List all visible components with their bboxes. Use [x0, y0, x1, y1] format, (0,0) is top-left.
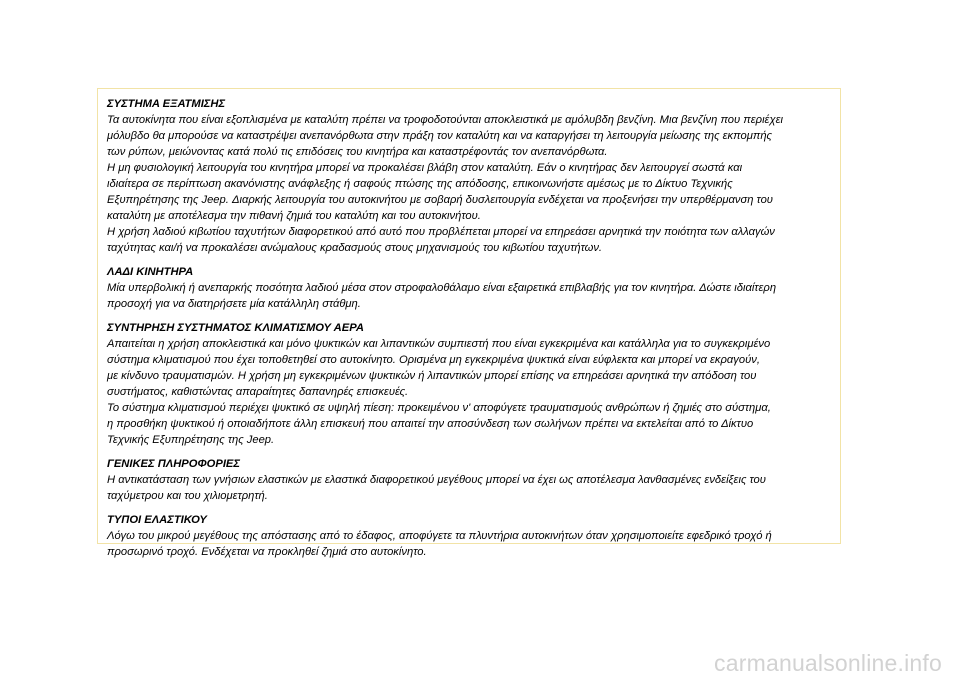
text-line: προσοχή για να διατηρήσετε μία κατάλληλη στάθμη.	[107, 298, 361, 310]
section-gap	[107, 312, 833, 320]
watermark-text: carmanualsonline.info	[714, 650, 942, 676]
text-line: ιδιαίτερα σε περίπτωση ακανόνιστης ανάφλεξης ή σαφούς πτώσης της απόδοσης, επικοινωνήστε αμέσως με το Δίκτυο Τεχνικής	[107, 178, 733, 190]
text-line: Η αντικατάσταση των γνήσιων ελαστικών με ελαστικά διαφορετικού μεγέθους μπορεί να έχει ως αποτέλεσμα λανθασμένες ενδείξεις του	[107, 474, 766, 486]
section-heading: ΣΥΝΤΗΡΗΣΗ ΣΥΣΤΗΜΑΤΟΣ ΚΛΙΜΑΤΙΣΜΟΥ ΑΕΡΑ	[107, 322, 364, 334]
section-1	[107, 264, 833, 312]
section-heading: ΣΥΣΤΗΜΑ ΕΞΑΤΜΙΣΗΣ	[107, 98, 226, 110]
text-line: προσωρινό τροχό. Ενδέχεται να προκληθεί ζημιά στο αυτοκίνητο.	[107, 546, 427, 558]
section-heading: ΛΑΔΙ ΚΙΝΗΤΗΡΑ	[107, 266, 194, 278]
section-heading: ΤΥΠΟΙ ΕΛΑΣΤΙΚΟΥ	[107, 514, 207, 526]
text-line: η προσθήκη ψυκτικού ή οποιαδήποτε άλλη επισκευή που απαιτεί την αποσύνδεση των σωλήνων πρέπει να εκτελείται από το Δίκτυο	[107, 418, 754, 430]
text-line: ταχύτητας και/ή να προκαλέσει ανώμαλους κραδασμούς στους μηχανισμούς του κιβωτίου ταχυτήτων.	[107, 242, 603, 254]
section-0	[107, 96, 833, 256]
text-line: συστήματος, καθιστώντας απαραίτητες δαπανηρές επισκευές.	[107, 386, 409, 398]
text-line: Η χρήση λαδιού κιβωτίου ταχυτήτων διαφορετικού από αυτό που προβλέπεται μπορεί να επηρεάσει αρνητικά την ποιότητα των αλλαγών	[107, 226, 775, 238]
section-3	[107, 456, 833, 504]
text-line: ταχύμετρου και του χιλιομετρητή.	[107, 490, 268, 502]
text-line: Το σύστημα κλιματισμού περιέχει ψυκτικό σε υψηλή πίεση: προκειμένου ν' αποφύγετε τραυματισμούς ανθρώπων ή ζημιές στο σύστημα,	[107, 402, 771, 414]
section-heading: ΓΕΝΙΚΕΣ ΠΛΗΡΟΦΟΡΙΕΣ	[107, 458, 240, 470]
text-line: με κίνδυνο τραυματισμών. Η χρήση μη εγκεκριμένων ψυκτικών ή λιπαντικών μπορεί επίσης να επηρεάσει αρνητικά την απόδοση του	[107, 370, 757, 382]
text-line: Τεχνικής Εξυπηρέτησης της Jeep.	[107, 434, 275, 446]
section-gap	[107, 448, 833, 456]
section-4	[107, 512, 833, 560]
manual-page-box	[97, 88, 841, 558]
text-line: μόλυβδο θα μπορούσε να καταστρέψει ανεπανόρθωτα στην πράξη τον καταλύτη και να καταργήσει τη λειτουργία μείωσης της εκπομπής	[107, 130, 772, 142]
text-line: των ρύπων, μειώνοντας κατά πολύ τις επιδόσεις του κινητήρα και καταστρέφοντάς τον ανεπανόρθωτα.	[107, 146, 608, 158]
text-line: σύστημα κλιματισμού που έχει τοποθετηθεί στο αυτοκίνητο. Ορισμένα μη εγκεκριμένα ψυκτικά είναι εύφλεκτα και μπορεί να εκραγούν,	[107, 354, 760, 366]
section-gap	[107, 504, 833, 512]
text-line: Απαιτείται η χρήση αποκλειστικά και μόνο ψυκτικών και λιπαντικών συμπιεστή που είναι εγκεκριμένα και κατάλληλα για το συγκεκριμένο	[107, 338, 771, 350]
text-line: Η μη φυσιολογική λειτουργία του κινητήρα μπορεί να προκαλέσει βλάβη στον καταλύτη. Εάν ο κινητήρας δεν λειτουργεί σωστά και	[107, 162, 743, 174]
section-gap	[107, 256, 833, 264]
text-line: Τα αυτοκίνητα που είναι εξοπλισμένα με καταλύτη πρέπει να τροφοδοτούνται αποκλειστικά με αμόλυβδη βενζίνη. Μια βενζίνη που περιέχει	[107, 114, 783, 126]
section-2	[107, 320, 833, 448]
text-line: Λόγω του μικρού μεγέθους της απόστασης από το έδαφος, αποφύγετε τα πλυντήρια αυτοκινήτων όταν χρησιμοποιείτε εφεδρικό τροχό ή	[107, 530, 772, 542]
text-line: Μία υπερβολική ή ανεπαρκής ποσότητα λαδιού μέσα στον στροφαλοθάλαμο είναι εξαιρετικά επιβλαβής για τον κινητήρα. Δώστε ιδιαίτερη	[107, 282, 777, 294]
text-line: καταλύτη με αποτέλεσμα την πιθανή ζημιά του καταλύτη και του αυτοκινήτου.	[107, 210, 481, 222]
text-line: Εξυπηρέτησης της Jeep. Διαρκής λειτουργία του αυτοκινήτου με σοβαρή δυσλειτουργία ενδέχεται να προξενήσει την υπερθέρμανση του	[107, 194, 773, 206]
